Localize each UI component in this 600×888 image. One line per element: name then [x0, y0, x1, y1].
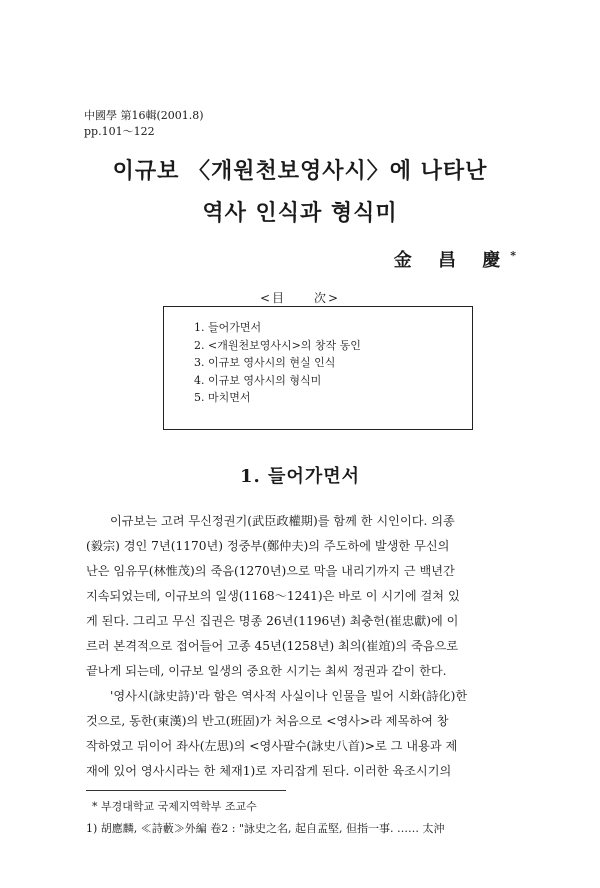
author	[394, 246, 516, 272]
body-line: '영사시(詠史詩)'라 함은 역사적 사실이나 인물을 빌어 시화(詩化)한	[110, 689, 468, 703]
toc-heading: <目 次>	[259, 291, 341, 305]
body-line: (毅宗) 경인 7년(1170년) 정중부(鄭仲夫)의 주도하에 발생한 무신의	[86, 539, 450, 553]
body-line: 재에 있어 영사시라는 한 체재1)로 자리잡게 된다. 이러한 육조시기의	[86, 764, 452, 778]
body-line: 게 된다. 그리고 무신 집권은 명종 26년(1196년) 최충헌(崔忠獻)에 이	[86, 614, 459, 628]
author-footnote-mark: *	[510, 249, 516, 262]
journal-volume: 中國學 第16輯(2001.8)	[84, 109, 204, 122]
journal-pages: pp.101～122	[84, 125, 155, 138]
body-line: 르러 본격적으로 접어들어 고종 45년(1258년) 최의(崔竩)의 죽음으로	[86, 639, 459, 653]
body-line: 작하였고 뒤이어 좌사(左思)의 <영사팔수(詠史八首)>로 그 내용과 제	[86, 739, 458, 753]
toc-item: 1. 들어가면서	[194, 321, 262, 334]
body-line: 끝나게 되는데, 이규보 일생의 중요한 시기는 최씨 정권과 같이 한다.	[86, 664, 447, 678]
toc-item: 3. 이규보 영사시의 현실 인식	[194, 356, 336, 369]
journal-info	[84, 108, 204, 140]
body-line: 이규보는 고려 무신정권기(武臣政權期)를 함께 한 시인이다. 의종	[110, 514, 455, 528]
footnote-divider	[86, 790, 286, 791]
footnote-1: 1) 胡應麟, ≪詩藪≫外編 卷2 : "詠史之名, 起自孟堅, 但指一事. …… 太沖	[86, 822, 445, 835]
toc-item: 4. 이규보 영사시의 형식미	[194, 373, 322, 387]
body-paragraphs	[86, 509, 516, 784]
section-heading: 1. 들어가면서	[240, 466, 360, 487]
paper-title-line-2: 역사 인식과 형식미	[202, 200, 398, 226]
body-line: 지속되었는데, 이규보의 일생(1168～1241)은 바로 이 시기에 걸쳐 있	[86, 589, 460, 603]
body-line: 것으로, 동한(東漢)의 반고(班固)가 처음으로 <영사>라 제목하여 창	[86, 714, 449, 728]
body-line: 난은 임유무(林惟茂)의 죽음(1270년)으로 막을 내리기까지 근 백년간	[86, 564, 455, 578]
toc-item: 2. <개원천보영사시>의 창작 동인	[194, 338, 361, 352]
toc-item: 5. 마치면서	[194, 391, 251, 404]
table-of-contents	[163, 306, 473, 430]
author-name: 金 昌 慶	[393, 250, 511, 271]
paper-title-line-1: 이규보 〈개원천보영사시〉에 나타난	[112, 158, 488, 184]
footnote-affiliation: * 부경대학교 국제지역학부 조교수	[92, 800, 257, 813]
